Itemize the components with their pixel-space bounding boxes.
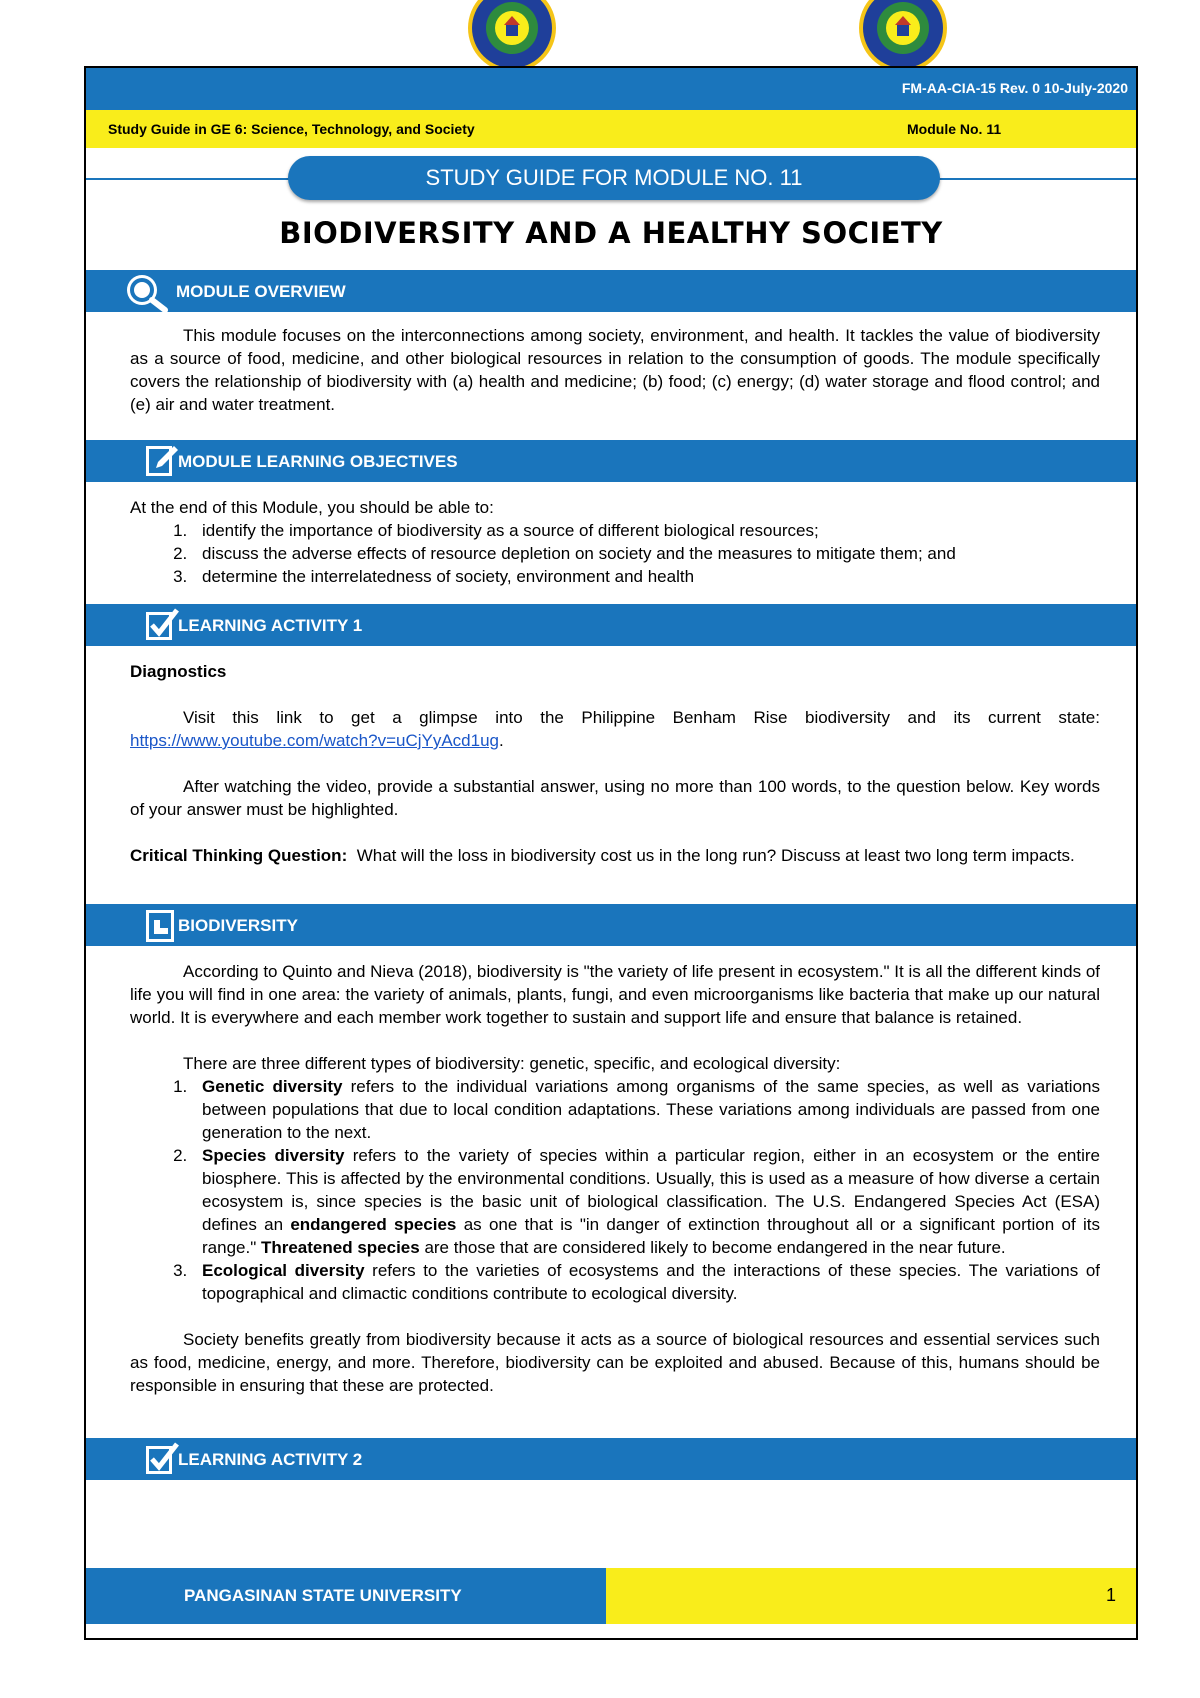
footer-university-bar [86, 1568, 606, 1624]
form-code: FM-AA-CIA-15 Rev. 0 10-July-2020 [901, 80, 1128, 96]
definition: as one that is "in danger of extinction throughout all or a significant portion of its range." [202, 1215, 1100, 1257]
society-benefits-paragraph: Society benefits greatly from biodiversity because it acts as a source of biological resources and essential services such as food, medicine, energy, and more. Therefore, biodiversity can be exploited and abused. Because of this, humans should be responsible in ensuring that these are protected. [130, 1330, 1100, 1395]
document-icon [144, 906, 180, 944]
university-name: PANGASINAN STATE UNIVERSITY [184, 1586, 462, 1605]
pencil-edit-icon [144, 442, 180, 480]
section-heading: LEARNING ACTIVITY 1 [178, 616, 363, 635]
section-heading: LEARNING ACTIVITY 2 [178, 1450, 363, 1469]
study-guide-banner: STUDY GUIDE FOR MODULE NO. 11 [288, 156, 940, 200]
section-learning-objectives [86, 440, 1136, 482]
section-module-overview [86, 270, 1136, 312]
definition: are those that are considered likely to become endangered in the near future. [419, 1238, 1006, 1257]
page-number: 1 [1105, 1585, 1116, 1605]
question-label: Critical Thinking Question: [130, 846, 348, 865]
biodiversity-text [130, 960, 1100, 1397]
visit-link-paragraph: Visit this link to get a glimpse into the Philippine Benham Rise biodiversity and its current state: https://www.youtube.com/watch?v=uCjYyAcd1ug. [130, 708, 1100, 750]
module-number: Module No. 11 [907, 121, 1002, 137]
definition: refers to the variety of species within a particular region, either in an ecosystem or the entire biosphere. This is affected by the environmental conditions. Usually, this is used as a measure of how diverse a certain ecosystem is, since species is the basic unit of biological classification. The U.S. Endangered Species Act (ESA) defines an [202, 1146, 1100, 1234]
definition: refers to the varieties of ecosystems and the interactions of these species. The variations of topographical and climactic conditions contribute to ecological diversity. [202, 1261, 1100, 1303]
university-seal-logo-right [853, 0, 953, 66]
overview-paragraph: This module focuses on the interconnections among society, environment, and health. It tackles the value of biodiversity as a source of food, medicine, and other biological resources in relation to the consumption of goods. The module specifically covers the relationship of biodiversity with (a) health and medicine; (b) food; (c) energy; (d) water storage and flood control; and (e) air and water treatment. [130, 326, 1100, 414]
university-seal-logo-left [462, 0, 562, 66]
header-guide-bar [86, 110, 1136, 148]
checkbox-icon [144, 606, 180, 644]
term: Threatened species [260, 1238, 420, 1257]
objective-item: 2. discuss the adverse effects of resource depletion on society and the measures to mitigate them; and [192, 542, 1100, 565]
critical-thinking-question [130, 844, 1100, 867]
page-frame [84, 66, 1138, 1640]
objectives-text [130, 496, 1100, 588]
diagnostics-heading: Diagnostics [130, 662, 227, 681]
types-intro: There are three different types of biodiversity: genetic, specific, and ecological diversity: [183, 1054, 841, 1073]
biodiversity-definition: According to Quinto and Nieva (2018), biodiversity is "the variety of life present in ecosystem." It is all the different kinds of life you will find in one area: the variety of animals, plants, fungi, and even microorganisms like bacteria that make up our natural world. It is everywhere and each member work together to sustain and support life and ensure that balance is retained. [130, 962, 1100, 1027]
objective-item: 1. identify the importance of biodiversity as a source of different biological resources; [192, 519, 1100, 542]
objective-item: 3. determine the interrelatedness of society, environment and health [192, 565, 1100, 588]
term: Ecological diversity [202, 1261, 365, 1280]
term: endangered species [290, 1215, 457, 1234]
biodiversity-types-list [130, 1075, 1100, 1305]
ecological-diversity-item [192, 1259, 1100, 1305]
section-learning-activity-2 [86, 1438, 1136, 1480]
objectives-intro: At the end of this Module, you should be able to: [130, 498, 494, 517]
study-guide-title: Study Guide in GE 6: Science, Technology, and Society [108, 121, 475, 137]
checkbox-icon [144, 1440, 180, 1478]
question-text: What will the loss in biodiversity cost us in the long run? Discuss at least two long term impacts. [356, 846, 1075, 865]
section-learning-activity-1 [86, 604, 1136, 646]
objectives-list [130, 519, 1100, 588]
section-heading: MODULE LEARNING OBJECTIVES [178, 452, 458, 471]
species-diversity-item [192, 1144, 1100, 1259]
section-heading: BIODIVERSITY [178, 916, 298, 935]
activity1-text [130, 660, 1100, 867]
section-heading: MODULE OVERVIEW [176, 282, 346, 301]
definition: refers to the individual variations among organisms of the same species, as well as variations between populations that due to local condition adaptations. These variations among individuals are passed from one generation to the next. [202, 1077, 1100, 1142]
term: Species diversity [202, 1146, 345, 1165]
genetic-diversity-item [192, 1075, 1100, 1144]
footer-page-bar [606, 1568, 1136, 1624]
section-biodiversity [86, 904, 1136, 946]
instruction-paragraph: After watching the video, provide a substantial answer, using no more than 100 words, to the question below. Key words of your answer must be highlighted. [130, 777, 1100, 819]
page-title: BIODIVERSITY AND A HEALTHY SOCIETY [279, 216, 943, 250]
video-link[interactable]: https://www.youtube.com/watch?v=uCjYyAcd1ug [130, 731, 499, 750]
magnifier-icon [122, 272, 172, 312]
header-top-bar [86, 68, 1136, 110]
overview-text [130, 324, 1100, 416]
visit-text: Visit this link to get a glimpse into the Philippine Benham Rise biodiversity and its current state: [183, 708, 1100, 727]
term: Genetic diversity [202, 1077, 343, 1096]
